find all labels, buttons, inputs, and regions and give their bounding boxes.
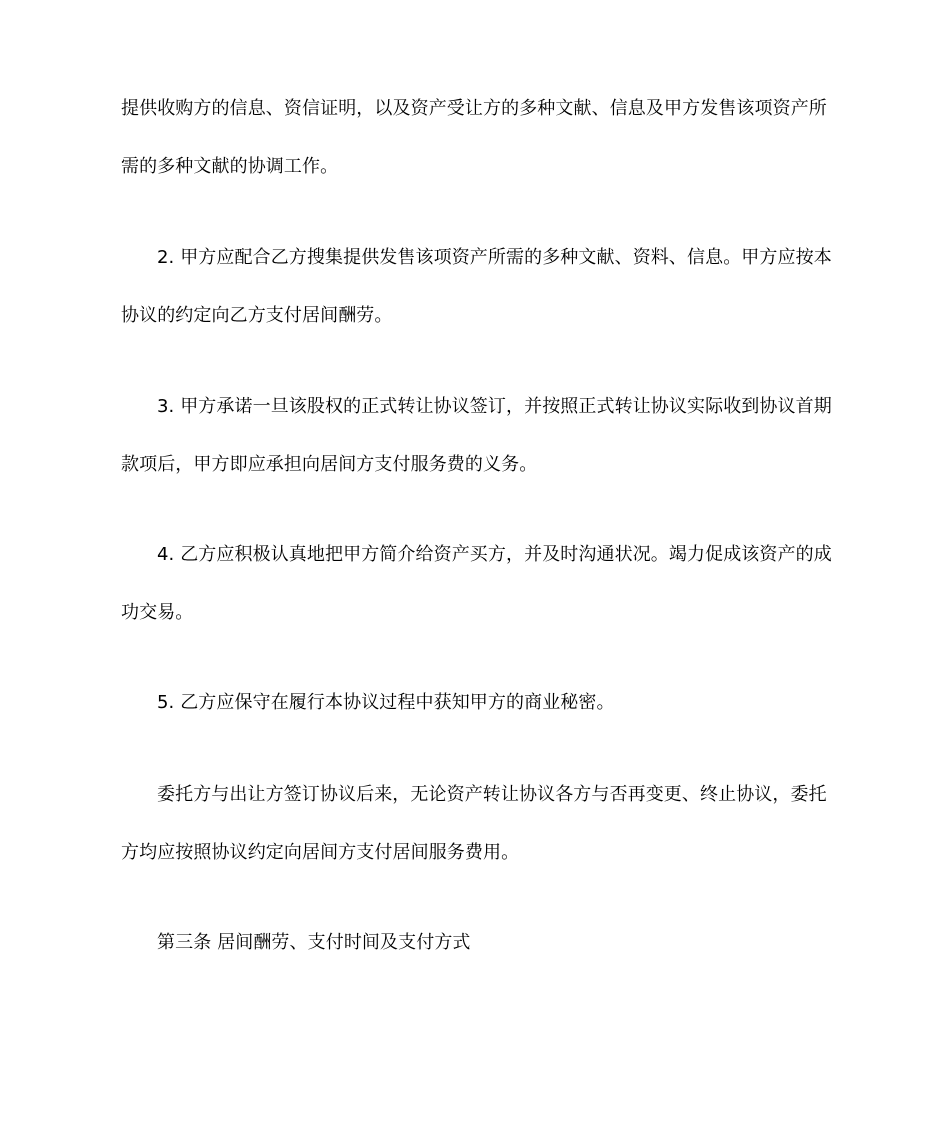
paragraph-line: 需的多种文献的协调工作。 <box>121 156 339 177</box>
clause-2-line: 2. 甲方应配合乙方搜集提供发售该项资产所需的多种文献、资料、信息。甲方应按本 <box>157 247 832 268</box>
paragraph-line: 功交易。 <box>121 602 194 623</box>
section-heading: 第三条 居间酬劳、支付时间及支付方式 <box>157 932 471 953</box>
paragraph-line: 委托方与出让方签订协议后来，无论资产转让协议各方与否再变更、终止协议，委托 <box>157 784 827 805</box>
paragraph-line: 方均应按照协议约定向居间方支付居间服务费用。 <box>121 842 520 863</box>
clause-3-line: 3. 甲方承诺一旦该股权的正式转让协议签订，并按照正式转让协议实际收到协议首期 <box>157 396 832 417</box>
paragraph-line: 协议的约定向乙方支付居间酬劳。 <box>121 305 393 326</box>
paragraph-line: 款项后，甲方即应承担向居间方支付服务费的义务。 <box>121 454 538 475</box>
clause-4-line: 4. 乙方应积极认真地把甲方简介给资产买方，并及时沟通状况。竭力促成该资产的成 <box>157 544 832 565</box>
paragraph-line: 提供收购方的信息、资信证明，以及资产受让方的多种文献、信息及甲方发售该项资产所 <box>121 98 827 119</box>
clause-5-line: 5. 乙方应保守在履行本协议过程中获知甲方的商业秘密。 <box>157 692 615 713</box>
